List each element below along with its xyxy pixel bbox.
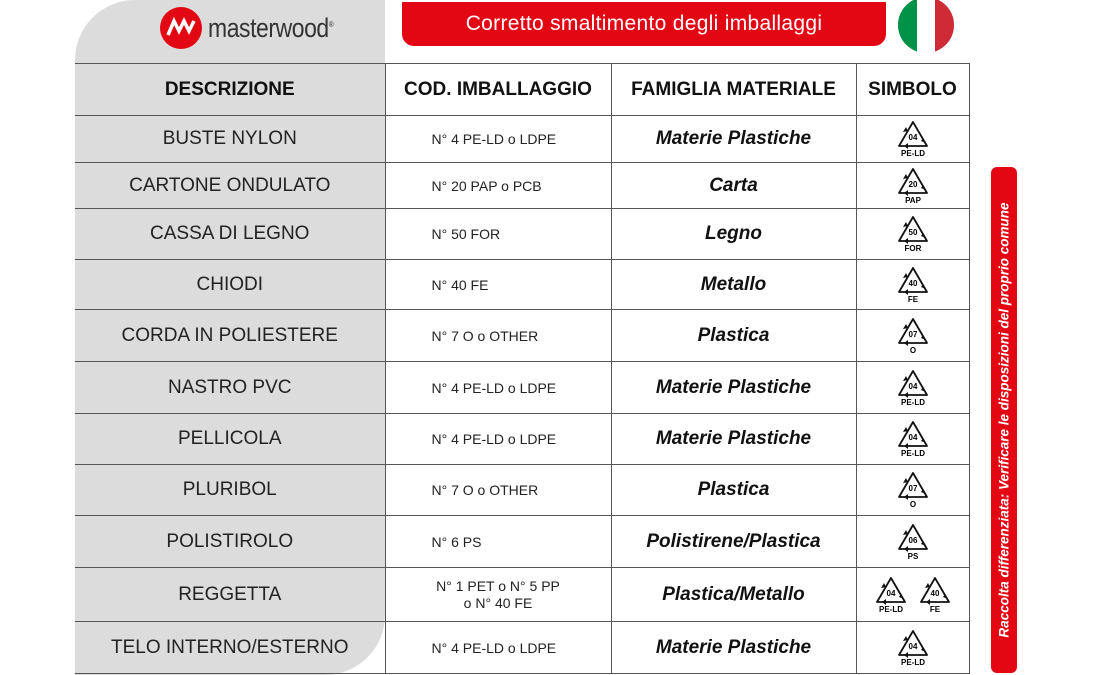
page-title: Corretto smaltimento degli imballaggi	[465, 12, 823, 35]
cell-famiglia: Plastica	[611, 465, 856, 516]
cell-simbolo	[856, 465, 969, 516]
cell-famiglia: Legno	[611, 209, 856, 260]
recycle-code-number: 06	[908, 535, 917, 545]
page-title-banner	[402, 2, 886, 46]
recycle-code-label: FE	[929, 604, 940, 614]
cell-descrizione: TELO INTERNO/ESTERNO	[75, 622, 385, 674]
header-famiglia: FAMIGLIA MATERIALE	[611, 64, 856, 116]
recycle-code-number: 04	[908, 381, 917, 391]
recycle-symbol-icon	[874, 576, 908, 614]
cell-simbolo	[856, 116, 969, 163]
cell-famiglia: Materie Plastiche	[611, 116, 856, 163]
recycle-symbol-icon	[896, 266, 930, 304]
recycle-code-number: 40	[908, 278, 917, 288]
recycle-symbol-icon	[896, 420, 930, 458]
recycle-code-label: O	[909, 345, 916, 355]
recycle-code-number: 04	[908, 641, 917, 651]
recycle-symbol-icon	[896, 120, 930, 158]
table-row	[75, 622, 969, 674]
cell-famiglia: Plastica/Metallo	[611, 568, 856, 622]
cell-simbolo	[856, 209, 969, 260]
masterwood-logo-icon	[160, 7, 202, 49]
table-row	[75, 516, 969, 568]
cell-simbolo	[856, 622, 969, 674]
recycle-code-label: FE	[907, 294, 918, 304]
codice-line: o N° 40 FE	[463, 594, 533, 611]
recycle-symbol-icon	[918, 576, 952, 614]
recycle-code-number: 04	[908, 133, 917, 142]
recycle-code-number: 50	[908, 228, 917, 237]
table-row	[75, 310, 969, 362]
cell-famiglia: Polistirene/Plastica	[611, 516, 856, 568]
table-row	[75, 116, 969, 163]
cell-codice	[385, 568, 611, 622]
brand-logo	[160, 6, 355, 50]
recycle-code-number: 07	[908, 329, 917, 339]
recycle-code-label: PS	[907, 551, 918, 561]
cell-simbolo	[856, 568, 969, 622]
recycle-symbol-icon	[896, 523, 930, 561]
recycle-code-label: PAP	[904, 195, 921, 205]
packaging-table	[75, 63, 969, 674]
cell-descrizione: CASSA DI LEGNO	[75, 209, 385, 260]
cell-codice: N° 4 PE-LD o LDPE	[385, 116, 611, 163]
brand-name: masterwood®	[208, 12, 334, 43]
table-row	[75, 209, 969, 260]
recycle-symbol-icon	[896, 317, 930, 355]
cell-famiglia: Carta	[611, 163, 856, 209]
table-row	[75, 362, 969, 414]
cell-codice: N° 40 FE	[385, 260, 611, 310]
cell-descrizione: CHIODI	[75, 260, 385, 310]
cell-codice: N° 7 O o OTHER	[385, 465, 611, 516]
cell-simbolo	[856, 260, 969, 310]
recycle-symbol-icon	[896, 167, 930, 205]
recycle-symbol-icon	[896, 629, 930, 667]
cell-simbolo	[856, 516, 969, 568]
table-row	[75, 568, 969, 622]
header-descrizione: DESCRIZIONE	[75, 64, 385, 116]
table-row	[75, 414, 969, 465]
italian-flag-icon	[898, 0, 954, 53]
recycle-code-label: PE-LD	[900, 449, 925, 458]
cell-simbolo	[856, 414, 969, 465]
table-row	[75, 163, 969, 209]
recycle-code-label: PE-LD	[900, 397, 925, 407]
cell-codice: N° 4 PE-LD o LDPE	[385, 414, 611, 465]
cell-descrizione: CORDA IN POLIESTERE	[75, 310, 385, 362]
cell-codice: N° 6 PS	[385, 516, 611, 568]
cell-codice: N° 4 PE-LD o LDPE	[385, 362, 611, 414]
cell-descrizione: PELLICOLA	[75, 414, 385, 465]
cell-famiglia: Metallo	[611, 260, 856, 310]
cell-famiglia: Materie Plastiche	[611, 362, 856, 414]
side-note-text: Raccolta differenziata: Verificare le disposizioni del proprio comune	[996, 202, 1012, 638]
cell-codice: N° 4 PE-LD o LDPE	[385, 622, 611, 674]
recycle-code-number: 04	[908, 433, 917, 442]
cell-codice: N° 50 FOR	[385, 209, 611, 260]
recycle-symbol-icon	[896, 471, 930, 509]
table-header-row	[75, 64, 969, 116]
cell-descrizione: BUSTE NYLON	[75, 116, 385, 163]
table-row	[75, 465, 969, 516]
recycle-code-label: O	[909, 500, 916, 509]
cell-codice: N° 7 O o OTHER	[385, 310, 611, 362]
recycle-symbol-icon	[896, 215, 930, 253]
recycle-code-number: 07	[908, 484, 917, 493]
cell-famiglia: Materie Plastiche	[611, 414, 856, 465]
cell-descrizione: POLISTIROLO	[75, 516, 385, 568]
cell-codice: N° 20 PAP o PCB	[385, 163, 611, 209]
header-simbolo: SIMBOLO	[856, 64, 969, 116]
recycle-code-number: 40	[930, 588, 939, 598]
cell-descrizione: CARTONE ONDULATO	[75, 163, 385, 209]
header-codice: COD. IMBALLAGGIO	[385, 64, 611, 116]
recycle-code-label: PE-LD	[900, 149, 925, 158]
recycle-code-number: 04	[886, 588, 895, 598]
cell-famiglia: Plastica	[611, 310, 856, 362]
recycle-code-number: 20	[908, 179, 917, 189]
cell-descrizione: REGGETTA	[75, 568, 385, 622]
codice-line: N° 1 PET o N° 5 PP	[436, 577, 560, 594]
cell-famiglia: Materie Plastiche	[611, 622, 856, 674]
cell-simbolo	[856, 362, 969, 414]
cell-descrizione: PLURIBOL	[75, 465, 385, 516]
table-row	[75, 260, 969, 310]
recycle-code-label: PE-LD	[900, 657, 925, 667]
recycle-code-label: FOR	[904, 244, 921, 253]
cell-simbolo	[856, 310, 969, 362]
cell-descrizione: NASTRO PVC	[75, 362, 385, 414]
recycle-symbol-icon	[896, 369, 930, 407]
recycle-code-label: PE-LD	[878, 604, 903, 614]
cell-simbolo	[856, 163, 969, 209]
